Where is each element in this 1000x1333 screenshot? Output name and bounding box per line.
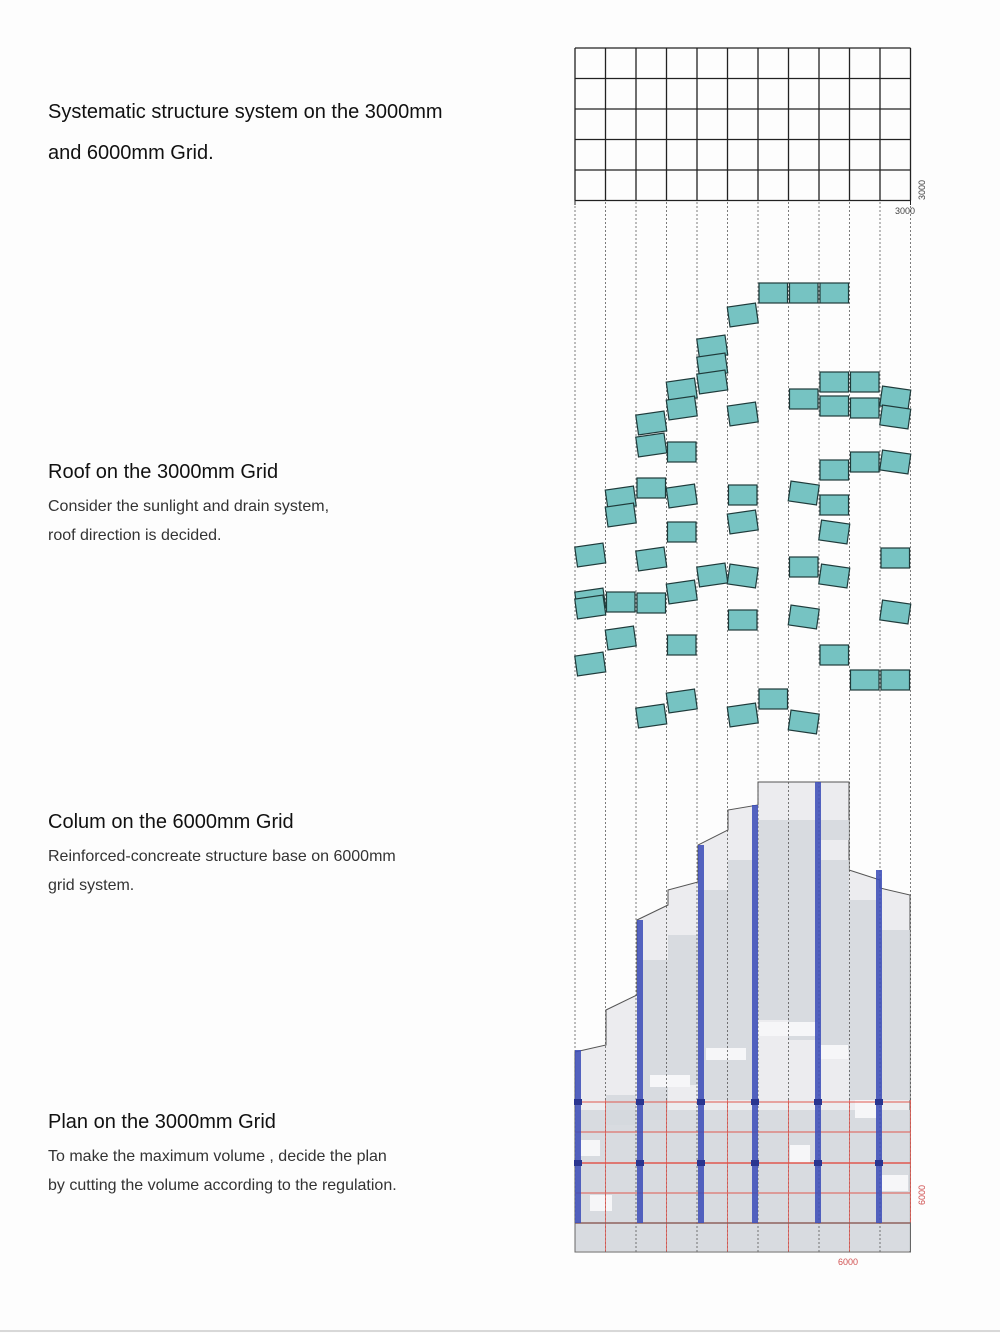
roof-layer xyxy=(575,283,911,734)
volume-void xyxy=(580,1140,600,1156)
roof-tile xyxy=(668,522,697,542)
roof-tile xyxy=(851,452,880,472)
roof-tile xyxy=(790,557,819,577)
bottom-divider xyxy=(0,1330,1000,1332)
roof-tile xyxy=(668,442,697,462)
structural-column xyxy=(698,845,704,1223)
volume-band xyxy=(880,930,910,1100)
roof-tile xyxy=(727,510,758,534)
grid-3000-square xyxy=(575,48,911,205)
roof-tile xyxy=(788,710,819,734)
system-title-line-1: Systematic structure system on the 3000mm xyxy=(48,101,443,123)
volume-band xyxy=(849,900,880,1100)
roof-tile xyxy=(668,635,697,655)
roof-tile xyxy=(788,481,819,505)
column-joint xyxy=(751,1099,759,1105)
roof-tile xyxy=(605,503,636,527)
roof-tile xyxy=(666,484,697,508)
column-joint xyxy=(814,1099,822,1105)
roof-tile xyxy=(759,283,788,303)
roof-title: Roof on the 3000mm Grid xyxy=(48,461,279,483)
roof-tile xyxy=(819,564,850,588)
roof-tile xyxy=(790,389,819,409)
roof-tile xyxy=(851,372,880,392)
column-joint xyxy=(636,1099,644,1105)
structural-column xyxy=(876,870,882,1223)
roof-desc-line-1: Consider the sunlight and drain system, xyxy=(48,498,330,515)
roof-tile xyxy=(881,548,910,568)
roof-tile xyxy=(607,592,636,612)
roof-tile xyxy=(637,478,666,498)
roof-tile xyxy=(666,580,697,604)
column-desc-line-2: grid system. xyxy=(48,877,135,894)
volume-void xyxy=(758,1022,818,1036)
volume-void xyxy=(706,1048,746,1060)
roof-tile xyxy=(697,370,728,394)
roof-tile xyxy=(851,398,880,418)
volume-band xyxy=(575,1135,910,1165)
volume-band xyxy=(575,1195,910,1223)
system-title-line-2: and 6000mm Grid. xyxy=(48,142,214,164)
roof-tile xyxy=(820,495,849,515)
structural-column xyxy=(575,1050,581,1223)
volume-void xyxy=(650,1075,690,1087)
plan-title: Plan on the 3000mm Grid xyxy=(48,1111,276,1133)
volume-void xyxy=(820,1045,848,1059)
plan-desc-line-1: To make the maximum volume , decide the plan xyxy=(48,1148,387,1165)
roof-tile xyxy=(881,670,910,690)
volume-layer xyxy=(575,782,910,1252)
column-joint xyxy=(875,1160,883,1166)
volume-void xyxy=(880,1175,908,1191)
roof-tile xyxy=(727,564,758,588)
roof-tile xyxy=(819,520,850,544)
column-joint xyxy=(574,1160,582,1166)
column-joint xyxy=(697,1099,705,1105)
structural-column xyxy=(637,920,643,1223)
roof-tile xyxy=(788,605,819,629)
volume-band xyxy=(575,1223,910,1251)
volume-band xyxy=(758,820,849,840)
column-joint xyxy=(574,1099,582,1105)
roof-tile xyxy=(575,652,606,676)
roof-tile xyxy=(636,411,667,435)
roof-tile xyxy=(727,402,758,426)
dim-label-3000-side: 3000 xyxy=(917,179,927,200)
dim-label-3000-bottom: 3000 xyxy=(895,206,916,216)
dim-label-6000-side: 6000 xyxy=(917,1184,927,1205)
roof-tile xyxy=(759,689,788,709)
roof-tile xyxy=(697,563,728,587)
roof-tile xyxy=(636,433,667,457)
column-joint xyxy=(751,1160,759,1166)
roof-tile xyxy=(727,703,758,727)
roof-tile xyxy=(666,396,697,420)
roof-tile xyxy=(820,396,849,416)
roof-tile xyxy=(880,405,911,429)
volume-band xyxy=(575,1165,910,1195)
roof-tile xyxy=(820,460,849,480)
column-title: Colum on the 6000mm Grid xyxy=(48,811,294,833)
roof-tile xyxy=(851,670,880,690)
column-desc-line-1: Reinforced-concreate structure base on 6000mm xyxy=(48,848,396,865)
roof-tile xyxy=(820,283,849,303)
roof-tile xyxy=(729,485,758,505)
roof-tile xyxy=(605,626,636,650)
roof-tile xyxy=(727,303,758,327)
roof-tile xyxy=(790,283,819,303)
volume-band xyxy=(668,935,698,1085)
column-joint xyxy=(697,1160,705,1166)
volume-band xyxy=(818,860,849,1050)
roof-tile xyxy=(880,600,911,624)
roof-tile xyxy=(575,595,606,619)
column-joint xyxy=(814,1160,822,1166)
roof-tile xyxy=(880,450,911,474)
roof-tile xyxy=(636,547,667,571)
roof-desc-line-2: roof direction is decided. xyxy=(48,527,222,544)
volume-band xyxy=(758,840,788,1020)
roof-tile xyxy=(820,372,849,392)
volume-void xyxy=(855,1100,877,1118)
roof-tile xyxy=(636,704,667,728)
volume-void xyxy=(590,1195,612,1211)
dim-label-6000-bottom: 6000 xyxy=(838,1257,859,1267)
structural-column xyxy=(815,782,821,1223)
roof-tile xyxy=(575,543,606,567)
roof-tile xyxy=(666,689,697,713)
volume-void xyxy=(790,1145,810,1163)
plan-desc-line-2: by cutting the volume according to the regulation. xyxy=(48,1177,397,1194)
roof-tile xyxy=(637,593,666,613)
volume-band xyxy=(788,840,818,1040)
column-joint xyxy=(875,1099,883,1105)
column-joint xyxy=(636,1160,644,1166)
roof-tile xyxy=(729,610,758,630)
roof-tile xyxy=(820,645,849,665)
